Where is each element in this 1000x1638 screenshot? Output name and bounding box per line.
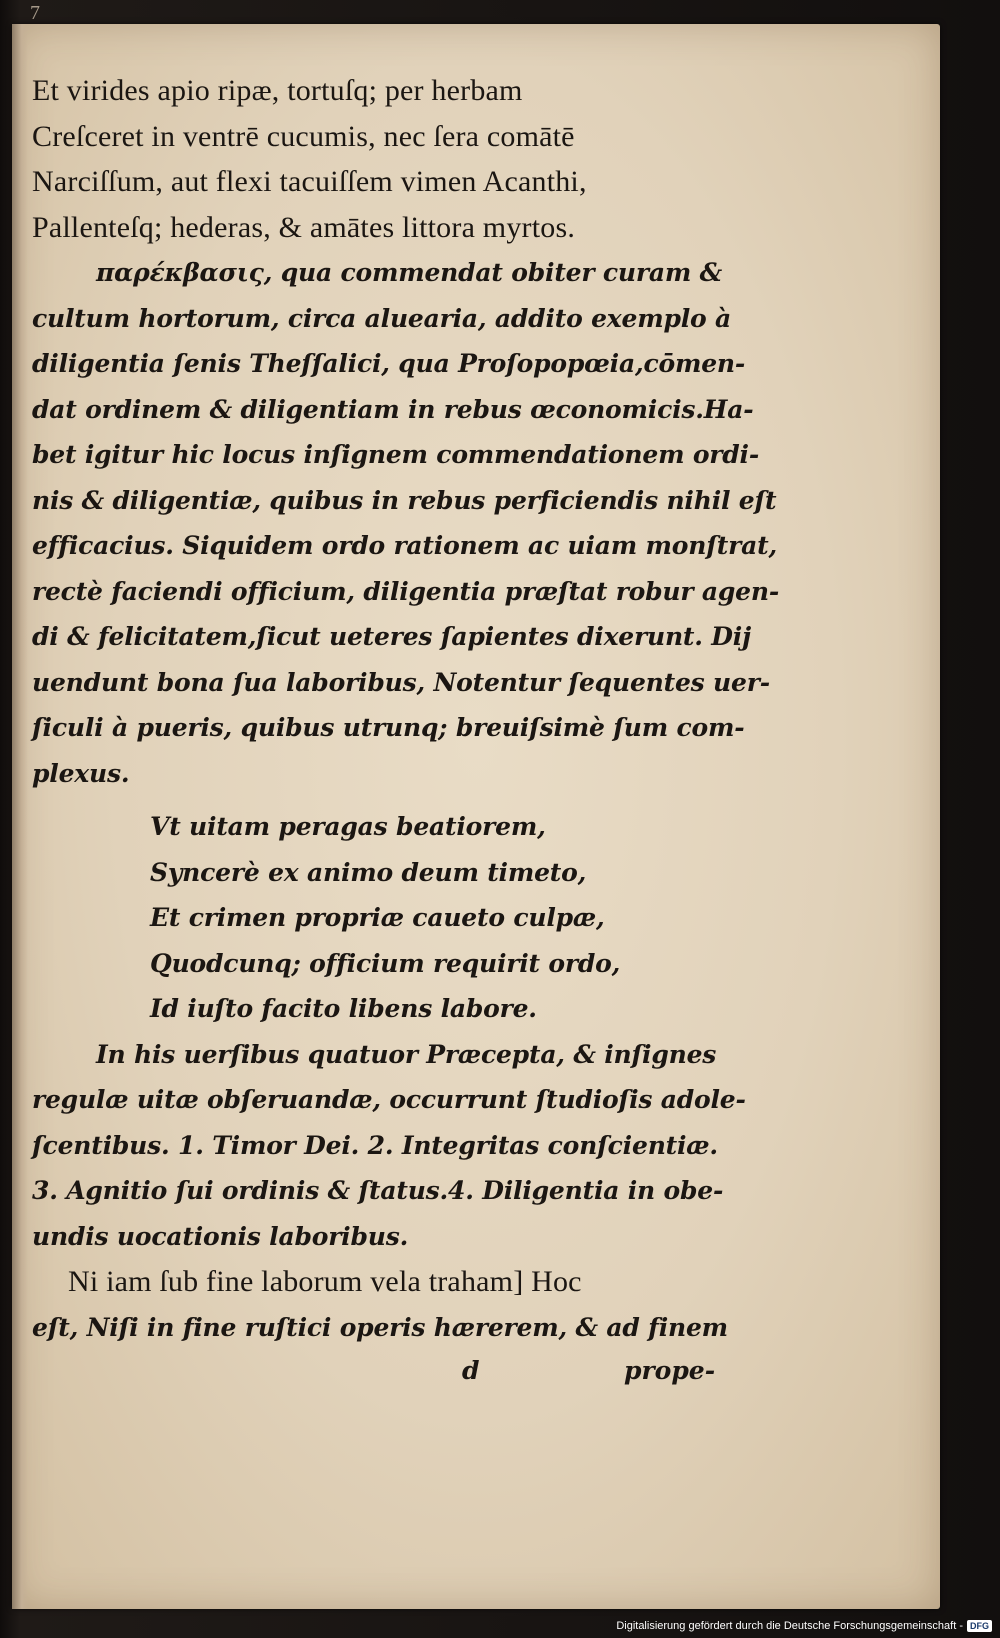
page-spine <box>12 24 28 1609</box>
commentary-line-7: efficacius. Siquidem ordo rationem ac uiam monſtrat, <box>32 531 777 560</box>
verse-line-2: Creſceret in ventrē cucumis, nec ſera comātē <box>32 119 575 153</box>
precepts-line-4: 3. Agnitio ſui ordinis & ſtatus.4. Diligentia in obe- <box>32 1176 724 1205</box>
poem-line-4: Quodcunq; officium requirit ordo, <box>150 948 621 978</box>
credit-text: Digitalisierung gefördert durch die Deutsche Forschungsgemeinschaft - <box>616 1620 963 1632</box>
spacer <box>32 796 762 804</box>
precepts-line-2: regulæ uitæ obſeruandæ, occurrunt ſtudioſis adole- <box>32 1085 746 1114</box>
commentary-line-8: rectè faciendi officium, diligentia præſtat robur agen- <box>32 576 780 606</box>
dfg-logo-icon: DFG <box>967 1620 992 1632</box>
corner-page-number: 7 <box>30 2 40 24</box>
signature-mark: d <box>462 1356 480 1385</box>
verse-line-1: Et virides apio ripæ, tortuſq; per herbam <box>32 74 523 107</box>
lemma-line: Ni iam ſub fine laborum vela traham] Hoc <box>68 1265 582 1298</box>
verse-line-4: Pallenteſq; hederas, & amātes littora myrtos. <box>32 210 576 244</box>
commentary-line-5: bet igitur hic locus inſignem commendationem ordi- <box>32 440 760 469</box>
text-block <box>32 68 780 1408</box>
commentary-line-9: di & felicitatem,ſicut ueteres ſapientes dixerunt. Dij <box>32 622 751 651</box>
precepts-line-3: ſcentibus. 1. Timor Dei. 2. Integritas conſcientiæ. <box>32 1130 718 1160</box>
page-foot <box>32 1356 762 1408</box>
commentary-line-6: nis & diligentiæ, quibus in rebus perficiendis nihil eſt <box>32 485 777 515</box>
commentary-line-1: παρέκβασις, qua commendat obiter curam & <box>96 258 722 287</box>
digitization-credit <box>616 1620 992 1632</box>
commentary-line-2: cultum hortorum, circa aluearia, addito exemplo à <box>32 303 732 333</box>
commentary-line-11: ſiculi à pueris, quibus utrunq; breuiſsimè ſum com- <box>32 713 745 742</box>
precepts-line-5: undis uocationis laboribus. <box>32 1221 409 1251</box>
precepts-line-1: In his uerſibus quatuor Præcepta, & inſignes <box>96 1039 717 1069</box>
catchword: prope- <box>624 1356 716 1385</box>
commentary-line-10: uendunt bona ſua laboribus, Notentur ſequentes uer- <box>32 667 770 697</box>
poem-line-5: Id iuſto facito libens labore. <box>150 994 537 1023</box>
poem-line-3: Et crimen propriæ caueto culpæ, <box>150 903 605 932</box>
commentary-line-12: plexus. <box>32 758 130 788</box>
poem-line-2: Syncerè ex animo deum timeto, <box>150 857 587 887</box>
lemma-gloss-line: eſt, Niſi in fine ruſtici operis hærerem, & ad finem <box>32 1312 728 1342</box>
poem-line-1: Vt uitam peragas beatiorem, <box>150 812 546 841</box>
verse-line-3: Narciſſum, aut flexi tacuiſſem vimen Acanthi, <box>32 165 587 198</box>
commentary-line-4: dat ordinem & diligentiam in rebus œconomicis.Ha- <box>32 394 754 424</box>
commentary-line-3: diligentia ſenis Theſſalici, qua Proſopopœia,cōmen- <box>32 349 746 378</box>
